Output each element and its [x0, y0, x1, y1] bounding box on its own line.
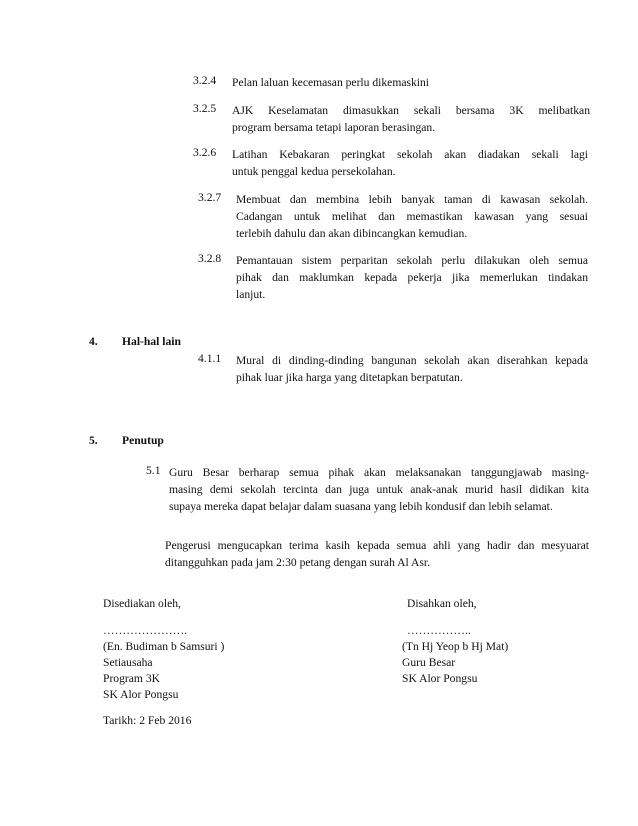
- document-date: Tarikh: 2 Feb 2016: [103, 714, 192, 727]
- item-line: pihak luar jika harga yang ditetapkan berpatutan.: [236, 371, 463, 384]
- approved-by-label: Disahkan oleh,: [407, 597, 477, 610]
- item-line: terlebih dahulu dan akan dibincangkan kemudian.: [236, 227, 468, 240]
- item-number: 4.1.1: [198, 352, 222, 365]
- preparer-name: (En. Budiman b Samsuri ): [103, 640, 225, 653]
- item-number: 3.2.8: [198, 252, 222, 265]
- item-line: masing demi sekolah tercinta dan juga untuk anak-anak murid hasil didikan kita: [169, 483, 589, 496]
- item-line: Pelan laluan kecemasan perlu dikemaskini: [232, 76, 430, 89]
- item-line: Membuat dan membina lebih banyak taman di kawasan sekolah.: [236, 193, 588, 206]
- approver-title: Guru Besar: [402, 656, 456, 669]
- prepared-by-label: Disediakan oleh,: [103, 597, 181, 610]
- item-text: [169, 464, 589, 515]
- item-line: pihak dan maklumkan kepada pekerja jika memerlukan tindakan: [236, 271, 588, 284]
- approver-name: (Tn Hj Yeop b Hj Mat): [402, 640, 509, 653]
- item-number: 3.2.6: [193, 146, 217, 159]
- item-text: [236, 352, 588, 386]
- item-line: Pemantauan sistem perparitan sekolah perlu dilakukan oleh semua: [236, 254, 588, 267]
- closing-line: ditangguhkan pada jam 2:30 petang dengan surah Al Asr.: [165, 556, 430, 569]
- section-heading: Hal-hal lain: [122, 335, 181, 348]
- signature-dots: ……………..: [407, 624, 471, 637]
- item-text: [236, 252, 588, 303]
- item-line: lanjut.: [236, 288, 266, 301]
- item-line: supaya mereka dapat belajar dalam suasana yang lebih kondusif dan lebih selamat.: [169, 500, 553, 513]
- item-line: untuk penggal kedua persekolahan.: [232, 165, 396, 178]
- item-line: Guru Besar berharap semua pihak akan melaksanakan tanggungjawab masing-: [169, 466, 589, 479]
- item-text: [236, 191, 588, 242]
- preparer-unit: Program 3K: [103, 672, 160, 685]
- closing-line: Pengerusi mengucapkan terima kasih kepada semua ahli yang hadir dan mesyuarat: [165, 539, 589, 552]
- item-line: program bersama tetapi laporan berasingan.: [232, 121, 436, 134]
- signature-dots: ………………….: [103, 624, 188, 637]
- preparer-title: Setiausaha: [103, 656, 153, 669]
- section-number: 4.: [89, 335, 98, 348]
- item-number: 3.2.4: [193, 74, 217, 87]
- item-line: Latihan Kebakaran peringkat sekolah akan diadakan sekali lagi: [232, 148, 588, 161]
- item-text: [232, 102, 590, 136]
- approver-school: SK Alor Pongsu: [402, 672, 478, 685]
- section-heading: Penutup: [122, 434, 164, 447]
- preparer-school: SK Alor Pongsu: [103, 688, 179, 701]
- section-number: 5.: [89, 434, 98, 447]
- item-number: 5.1: [146, 464, 161, 477]
- item-line: AJK Keselamatan dimasukkan sekali bersama 3K melibatkan: [232, 104, 590, 117]
- item-text: [232, 146, 588, 180]
- item-text: [232, 74, 592, 91]
- item-number: 3.2.7: [198, 191, 222, 204]
- item-number: 3.2.5: [193, 102, 217, 115]
- closing-paragraph: [165, 537, 589, 571]
- item-line: Mural di dinding-dinding bangunan sekolah akan diserahkan kepada: [236, 354, 588, 367]
- item-line: Cadangan untuk melihat dan memastikan kawasan yang sesuai: [236, 210, 588, 223]
